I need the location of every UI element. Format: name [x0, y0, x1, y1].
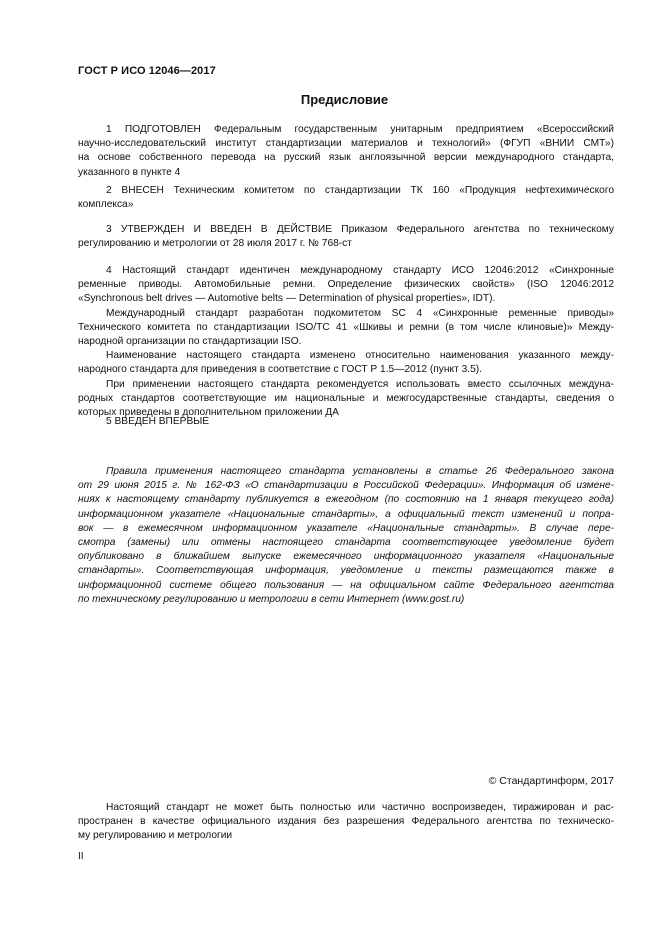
section-line: 5 ВВЕДЕН ВПЕРВЫЕ — [106, 416, 210, 427]
notice-line: вок — в ежемесячном информационном указателе «Национальные стандарты». В случае пере- — [78, 522, 614, 534]
section-line: народной организации по стандартизации ISO. — [78, 336, 302, 348]
section-line: Международный стандарт разработан подкомитетом SC 4 «Синхронные ременные приводы» — [106, 307, 614, 319]
notice-line: от 29 июня 2015 г. № 162-ФЗ «О стандартизации в Российской Федерации». Информация об измене- — [78, 480, 614, 492]
section-line: которых приведены в дополнительном приложении ДА — [78, 407, 339, 419]
section-line: указанного в пункте 4 — [78, 166, 181, 178]
section-line: родных стандартов соответствующие им национальные и межгосударственные стандарты, сведения о — [78, 392, 614, 404]
section-4-identical — [78, 264, 614, 420]
notice-line: стандарты». Соответствующая информация, уведомление и тексты размещаются также в — [78, 565, 614, 577]
section-line: комплекса» — [78, 199, 134, 211]
section-3-approved — [78, 223, 614, 251]
section-line: 3 УТВЕРЖДЕН И ВВЕДЕН В ДЕЙСТВИЕ Приказом Федерального агентства по техническому — [106, 224, 614, 235]
section-line: научно-исследовательский институт стандартизации материалов и технологий» (ФГУП «ВНИИ СМТ») — [78, 138, 614, 150]
section-line: 1 ПОДГОТОВЛЕН Федеральным государственным унитарным предприятием «Всероссийский — [106, 124, 614, 135]
notice-line: опубликовано в ближайшем выпуске ежемесячного информационного указателя «Национальные — [78, 551, 614, 563]
section-line: Технического комитета по стандартизации ISO/TC 41 «Шкивы и ремни (в том числе клиновые)» Между- — [78, 321, 614, 333]
notice-line: смотра (замены) или отмены настоящего стандарта соответствующее уведомление будет — [78, 537, 614, 549]
document-code: ГОСТ Р ИСО 12046—2017 — [78, 65, 216, 77]
reproduction-restriction — [78, 801, 614, 844]
section-line: на основе собственного перевода на русский язык англоязычной версии международного стандарта, — [78, 152, 614, 164]
section-5-first-introduced — [78, 415, 614, 429]
restriction-line: пространен в качестве официального издания без разрешения Федерального агентства по техническо- — [78, 816, 614, 828]
notice-line: информационном указателе «Национальные стандарты», а официальный текст изменений и попра- — [78, 508, 614, 520]
section-line: Наименование настоящего стандарта изменено относительно наименования указанного между- — [106, 350, 614, 362]
section-line: народного стандарта для приведения в соответствие с ГОСТ Р 1.5—2012 (пункт 3.5). — [78, 364, 482, 376]
standard-usage-notice — [78, 465, 614, 607]
page-title: Предисловие — [300, 92, 389, 107]
section-1-prepared-by — [78, 123, 614, 180]
restriction-line: Настоящий стандарт не может быть полностью или частично воспроизведен, тиражирован и рас- — [106, 802, 614, 813]
section-line: 4 Настоящий стандарт идентичен международному стандарту ИСО 12046:2012 «Синхронные — [106, 265, 614, 276]
section-line: «Synchronous belt drives — Automotive belts — Determination of physical properties», IDT). — [78, 293, 496, 305]
notice-line: ниях к настоящему стандарту публикуется в ежегодном (по состоянию на 1 января текущего года) — [78, 494, 614, 506]
section-2-introduced-by — [78, 184, 614, 212]
section-line: При применении настоящего стандарта рекомендуется использовать вместо ссылочных междуна- — [106, 378, 614, 390]
page-number: II — [78, 851, 84, 862]
copyright-notice: © Стандартинформ, 2017 — [488, 775, 614, 787]
notice-line: информационной системе общего пользования — на официальном сайте Федерального агентства — [78, 579, 614, 591]
notice-line: Правила применения настоящего стандарта установлены в статье 26 Федерального закона — [106, 466, 614, 477]
section-line: ременные приводы. Автомобильные ремни. Определение физических свойств» (ISO 12046:2012 — [78, 279, 614, 291]
section-line: регулированию и метрологии от 28 июля 2017 г. № 768-ст — [78, 238, 352, 250]
notice-line: по техническому регулированию и метрологии в сети Интернет (www.gost.ru) — [78, 593, 465, 605]
section-line: 2 ВНЕСЕН Техническим комитетом по стандартизации ТК 160 «Продукция нефтехимического — [106, 185, 614, 196]
restriction-line: му регулированию и метрологии — [78, 830, 233, 842]
